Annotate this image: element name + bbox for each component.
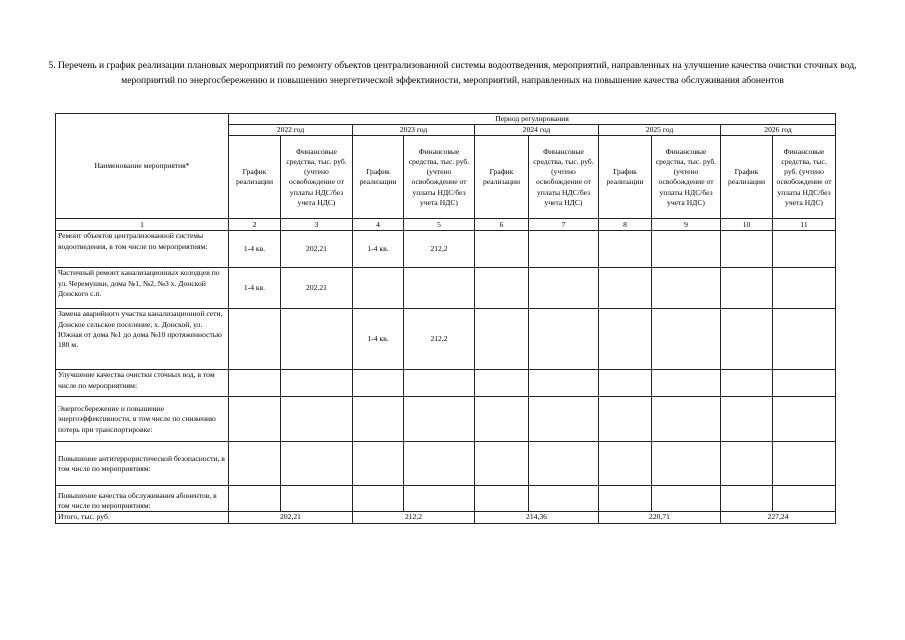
row-name: Энергосбережение и повышение энергоэффективности, в том числе по снижению потерь при транспортировке: — [56, 397, 229, 442]
table-row — [56, 231, 836, 268]
document-heading: 5. Перечень и график реализации плановых мероприятий по ремонту объектов централизованной системы водоотведения, мероприятий, направленных на улучшение качества очистки сточных вод, мероприятий по энергосбережению и повышению энергетической эффективности, мероприятий, направленных на повышение качества обслуживания абонентов — [48, 60, 857, 86]
finance-cell — [404, 397, 475, 442]
schedule-cell — [353, 370, 404, 397]
total-label: Итого, тыс. руб. — [56, 512, 229, 523]
total-2025: 220,71 — [599, 512, 721, 523]
name-header: Наименование мероприятия* — [56, 114, 229, 219]
total-2022: 202,21 — [229, 512, 353, 523]
schedule-cell — [353, 486, 404, 512]
total-row — [56, 512, 836, 523]
table-row — [56, 442, 836, 486]
year-header-2025: 2025 год — [599, 125, 721, 136]
column-number: 9 — [652, 219, 721, 231]
column-number: 4 — [353, 219, 404, 231]
year-header-2023: 2023 год — [353, 125, 475, 136]
finance-cell — [404, 442, 475, 486]
schedule-cell — [353, 397, 404, 442]
column-number: 1 — [56, 219, 229, 231]
column-number: 5 — [404, 219, 475, 231]
column-number: 7 — [529, 219, 599, 231]
finance-header: Финансовые средства, тыс. руб. (учтено освобождение от уплаты НДС/без учета НДС) — [652, 136, 721, 219]
column-number: 11 — [773, 219, 836, 231]
schedule-cell: 1-4 кв. — [229, 268, 281, 309]
schedule-cell — [229, 442, 281, 486]
column-number-row — [56, 219, 836, 231]
schedule-header: График реализации — [353, 136, 404, 219]
table-row — [56, 370, 836, 397]
finance-cell — [281, 486, 353, 512]
finance-header: Финансовые средства, тыс. руб. (учтено освобождение от уплаты НДС/без учета НДС) — [404, 136, 475, 219]
finance-cell: 202,21 — [281, 231, 353, 268]
total-2023: 212,2 — [353, 512, 475, 523]
finance-cell — [281, 397, 353, 442]
row-name: Частичный ремонт канализационных колодцев по ул. Черемушки, дома №1, №2, №3 х. Донской Донского с.п. — [56, 268, 229, 309]
table-row — [56, 486, 836, 512]
column-number: 6 — [475, 219, 529, 231]
table-row — [56, 309, 836, 370]
finance-header: Финансовые средства, тыс. руб. (учтено освобождение от уплаты НДС/без учета НДС) — [281, 136, 353, 219]
finance-cell: 202,21 — [281, 268, 353, 309]
row-name: Повышение качества обслуживания абонентов, в том числе по мероприятиям: — [56, 486, 229, 512]
schedule-header: График реализации — [721, 136, 773, 219]
finance-cell — [404, 370, 475, 397]
schedule-cell — [229, 309, 281, 370]
schedule-cell: 1-4 кв. — [353, 309, 404, 370]
table-row — [56, 397, 836, 442]
table-row — [56, 268, 836, 309]
year-header-2022: 2022 год — [229, 125, 353, 136]
year-header-2024: 2024 год — [475, 125, 599, 136]
schedule-cell: 1-4 кв. — [229, 231, 281, 268]
column-number: 10 — [721, 219, 773, 231]
column-number: 2 — [229, 219, 281, 231]
total-2024: 214,36 — [475, 512, 599, 523]
schedule-table — [55, 113, 836, 524]
schedule-header: График реализации — [599, 136, 652, 219]
finance-cell: 212,2 — [404, 231, 475, 268]
finance-cell — [404, 486, 475, 512]
row-name: Повышение антитеррористической безопасности, в том числе по мероприятиям: — [56, 442, 229, 486]
finance-cell — [281, 309, 353, 370]
schedule-cell: 1-4 кв. — [353, 231, 404, 268]
finance-cell — [281, 442, 353, 486]
schedule-cell — [229, 370, 281, 397]
column-number: 8 — [599, 219, 652, 231]
schedule-cell — [229, 486, 281, 512]
row-name: Замена аварийного участка канализационной сети, Донское сельское поселение, х. Донской, ул. Южная от дома №1 до дома №10 протяженностью 180 м. — [56, 309, 229, 370]
finance-header: Финансовые средства, тыс. руб. (учтено освобождение от уплаты НДС/без учета НДС) — [773, 136, 836, 219]
finance-header: Финансовые средства, тыс. руб. (учтено освобождение от уплаты НДС/без учета НДС) — [529, 136, 599, 219]
schedule-cell — [353, 442, 404, 486]
row-name: Улучшение качества очистки сточных вод, в том числе по мероприятиям: — [56, 370, 229, 397]
schedule-cell — [353, 268, 404, 309]
column-number: 3 — [281, 219, 353, 231]
period-header: Период регулирования — [229, 114, 836, 125]
finance-cell: 212,2 — [404, 309, 475, 370]
schedule-cell — [229, 397, 281, 442]
row-name: Ремонт объектов централизованной системы водоотведения, в том числе по мероприятиям: — [56, 231, 229, 268]
schedule-header: График реализации — [229, 136, 281, 219]
year-header-2026: 2026 год — [721, 125, 836, 136]
schedule-header: График реализации — [475, 136, 529, 219]
finance-cell — [281, 370, 353, 397]
finance-cell — [404, 268, 475, 309]
total-2026: 227,24 — [721, 512, 836, 523]
